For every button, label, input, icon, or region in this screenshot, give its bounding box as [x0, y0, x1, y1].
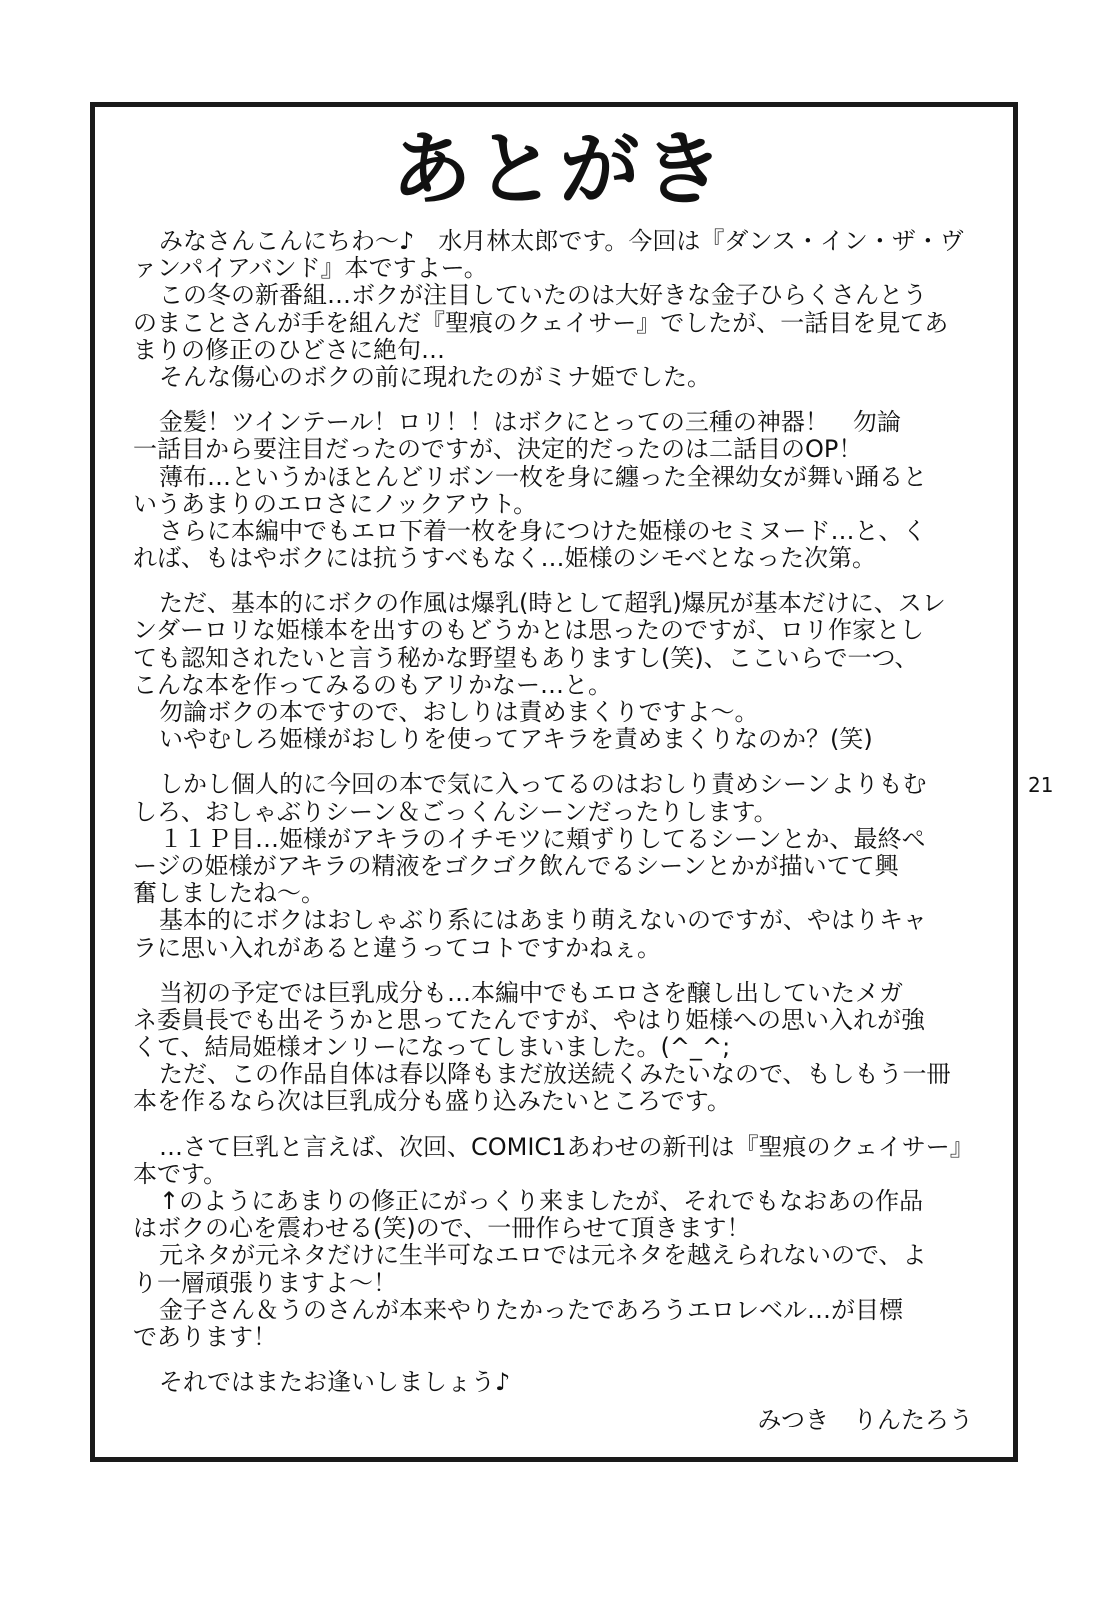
text-line: 本を作るなら次は巨乳成分も盛り込みたいところです。: [133, 1087, 731, 1116]
text-line: それではまたお逢いしましょう♪: [159, 1368, 511, 1397]
text-line: 元ネタが元ネタだけに生半可なエロでは元ネタを越えられないので、よ: [159, 1241, 927, 1270]
text-line: 奮しましたね～。: [133, 879, 325, 908]
text-line: さらに本編中でもエロ下着一枚を身につけた姫様のセミヌード…と、く: [159, 516, 927, 545]
paragraph-gap: [133, 391, 1003, 409]
paragraph-gap: [133, 962, 1003, 980]
paragraph-gap: [133, 572, 1003, 590]
text-line: ても認知されたいと言う秘かな野望もありますし(笑)、ここいらで一つ、: [133, 643, 919, 672]
page-number: 21: [1028, 773, 1054, 797]
text-line: れば、もはやボクには抗うすべもなく…姫様のシモベとなった次第。: [133, 544, 877, 573]
text-line: 勿論ボクの本ですので、おしりは責めまくりですよ～。: [159, 698, 759, 726]
text-line: …さて巨乳と言えば、次回、COMIC1あわせの新刊は『聖痕のクェイサー』: [159, 1132, 974, 1161]
text-line: 本です。: [133, 1159, 228, 1188]
paragraph: [133, 590, 1003, 753]
text-line: り一層頑張りますよ～！: [133, 1268, 397, 1297]
text-line: 薄布…というかほとんどリボン一枚を身に纏った全裸幼女が舞い踊ると: [159, 462, 927, 491]
paragraph: [133, 409, 1003, 572]
text-line: ンダーロリな姫様本を出すのもどうかとは思ったのですが、ロリ作家とし: [133, 616, 925, 645]
text-line: ただ、基本的にボクの作風は爆乳(時として超乳)爆尻が基本だけに、スレ: [159, 589, 946, 618]
text-line: こんな本を作ってみるのもアリかなー…と。: [133, 670, 613, 699]
text-line: この冬の新番組…ボクが注目していたのは大好きな金子ひらくさんとう: [159, 281, 927, 310]
paragraph-gap: [133, 1351, 1003, 1369]
afterword-body: [133, 228, 1003, 1396]
author-signature: みつき りんたろう: [757, 1406, 973, 1434]
text-line: 金子さん＆うのさんが本来やりたかったであろうエロレベル…が目標: [159, 1295, 903, 1324]
text-line: のまことさんが手を組んだ『聖痕のクェイサー』でしたが、一話目を見てあ: [133, 308, 949, 337]
paragraph: [133, 228, 1003, 391]
text-line: ァンパイアバンド』本ですよー。: [133, 254, 488, 283]
text-line: 金髪！ツインテール！ロリ！！はボクにとっての三種の神器！ 勿論: [159, 408, 901, 437]
closing-paragraph: [133, 1369, 1003, 1396]
text-line: しろ、おしゃぶりシーン＆ごっくんシーンだったりします。: [133, 797, 778, 826]
text-line: 一話目から要注目だったのですが、決定的だったのは二話目のOP！: [133, 435, 863, 464]
text-line: ージの姫様がアキラの精液をゴクゴク飲んでるシーンとかが描いてて興: [133, 851, 899, 880]
paragraph: [133, 1134, 1003, 1352]
text-line: ネ委員長でも出そうかと思ってたんですが、やはり姫様への思い入れが強: [133, 1005, 925, 1034]
paragraph-gap: [133, 1116, 1003, 1134]
paragraph: [133, 771, 1003, 961]
text-line: であります！: [133, 1322, 277, 1351]
text-line: そんな傷心のボクの前に現れたのがミナ姫でした。: [159, 362, 711, 391]
page-title: あとがき: [391, 123, 728, 216]
text-line: まりの修正のひどさに絶句…: [133, 335, 445, 364]
text-line: みなさんこんにちわ～♪ 水月林太郎です。今回は『ダンス・イン・ザ・ヴ: [159, 227, 964, 255]
text-line: いうあまりのエロさにノックアウト。: [133, 489, 538, 518]
text-line: 当初の予定では巨乳成分も…本編中でもエロさを醸し出していたメガ: [159, 978, 903, 1007]
text-line: しかし個人的に今回の本で気に入ってるのはおしり責めシーンよりもむ: [159, 770, 927, 799]
text-line: くて、結局姫様オンリーになってしまいました。(^_^;: [133, 1033, 731, 1062]
text-line: 基本的にボクはおしゃぶり系にはあまり萌えないのですが、やはりキャ: [159, 906, 927, 935]
text-line: ラに思い入れがあると違うってコトですかねぇ。: [133, 933, 661, 962]
text-line: いやむしろ姫様がおしりを使ってアキラを責めまくりなのか？(笑): [159, 725, 873, 754]
paragraph-gap: [133, 753, 1003, 771]
text-line: ただ、この作品自体は春以降もまだ放送続くみたいなので、もしもう一冊: [159, 1060, 951, 1089]
text-line: はボクの心を震わせる(笑)ので、一冊作らせて頂きます！: [133, 1214, 751, 1243]
text-line: １１Ｐ目…姫様がアキラのイチモツに頬ずりしてるシーンとか、最終ペ: [159, 824, 926, 853]
paragraph: [133, 980, 1003, 1116]
text-line: ↑のようにあまりの修正にがっくり来ましたが、それでもなおあの作品: [159, 1187, 924, 1215]
